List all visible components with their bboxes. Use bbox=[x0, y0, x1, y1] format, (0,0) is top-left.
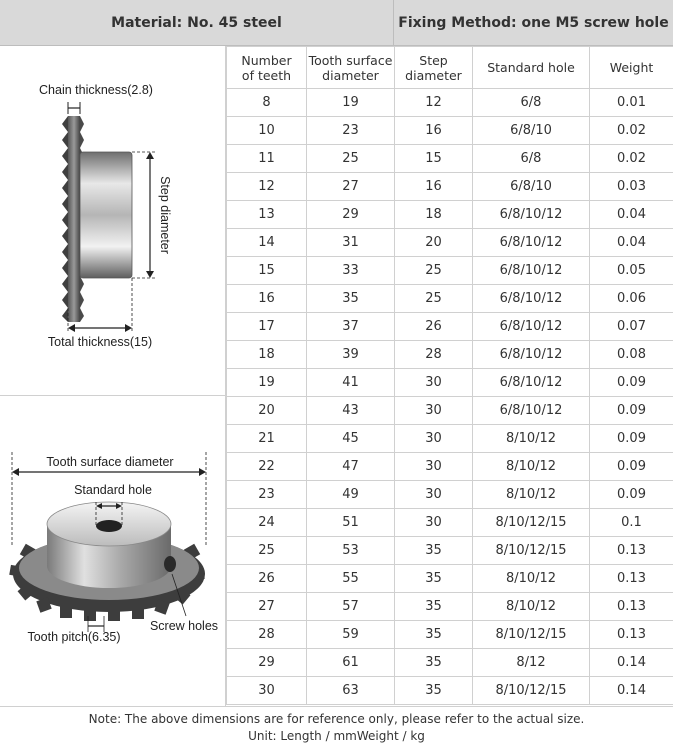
table-cell: 26 bbox=[227, 565, 307, 593]
table-cell: 8/10/12/15 bbox=[473, 509, 590, 537]
table-cell: 22 bbox=[227, 453, 307, 481]
sprocket-spec-table bbox=[226, 46, 673, 705]
total-thickness-label: Total thickness(15) bbox=[47, 335, 153, 349]
table-cell: 12 bbox=[227, 173, 307, 201]
table-cell: 55 bbox=[307, 565, 395, 593]
table-cell: 0.02 bbox=[590, 117, 673, 145]
sprocket-side-view-diagram bbox=[0, 46, 226, 396]
table-cell: 0.02 bbox=[590, 145, 673, 173]
table-cell: 0.04 bbox=[590, 229, 673, 257]
table-cell: 0.13 bbox=[590, 565, 673, 593]
table-cell: 14 bbox=[227, 229, 307, 257]
table-row bbox=[227, 453, 673, 481]
table-cell: 35 bbox=[395, 649, 473, 677]
table-cell: 35 bbox=[395, 537, 473, 565]
table-cell: 8/10/12 bbox=[473, 481, 590, 509]
table-cell: 18 bbox=[395, 201, 473, 229]
table-cell: 13 bbox=[227, 201, 307, 229]
table-cell: 16 bbox=[395, 173, 473, 201]
table-row bbox=[227, 425, 673, 453]
table-cell: 59 bbox=[307, 621, 395, 649]
table-cell: 39 bbox=[307, 341, 395, 369]
table-cell: 8/10/12 bbox=[473, 565, 590, 593]
chain-thickness-label: Chain thickness(2.8) bbox=[39, 83, 153, 97]
table-cell: 29 bbox=[227, 649, 307, 677]
table-cell: 45 bbox=[307, 425, 395, 453]
table-cell: 6/8/10/12 bbox=[473, 313, 590, 341]
table-row bbox=[227, 537, 673, 565]
table-header-row bbox=[227, 47, 673, 89]
table-cell: 29 bbox=[307, 201, 395, 229]
table-cell: 6/8/10/12 bbox=[473, 285, 590, 313]
table-cell: 0.14 bbox=[590, 649, 673, 677]
table-cell: 30 bbox=[395, 397, 473, 425]
column-header-tooth-surface-diameter: Tooth surface diameter bbox=[307, 47, 395, 89]
table-cell: 17 bbox=[227, 313, 307, 341]
footer-note-text: Note: The above dimensions are for reference only, please refer to the actual size. bbox=[88, 712, 585, 726]
table-cell: 49 bbox=[307, 481, 395, 509]
table-cell: 20 bbox=[395, 229, 473, 257]
standard-hole-opening bbox=[96, 520, 122, 532]
table-cell: 19 bbox=[227, 369, 307, 397]
fixing-method-label: Fixing Method: one M5 screw hole bbox=[398, 14, 669, 31]
step-diameter-label: Step diameter bbox=[158, 176, 172, 254]
table-cell: 0.13 bbox=[590, 621, 673, 649]
material-label: Material: No. 45 steel bbox=[0, 0, 394, 45]
table-cell: 27 bbox=[307, 173, 395, 201]
column-header-standard-hole: Standard hole bbox=[473, 47, 590, 89]
table-row bbox=[227, 145, 673, 173]
table-cell: 51 bbox=[307, 509, 395, 537]
table-cell: 0.09 bbox=[590, 369, 673, 397]
table-cell: 25 bbox=[227, 537, 307, 565]
column-header-teeth: Number of teeth bbox=[227, 47, 307, 89]
table-cell: 25 bbox=[395, 285, 473, 313]
table-cell: 53 bbox=[307, 537, 395, 565]
table-cell: 31 bbox=[307, 229, 395, 257]
tooth-pitch-label: Tooth pitch(6.35) bbox=[27, 630, 121, 644]
table-cell: 8/10/12 bbox=[473, 593, 590, 621]
table-cell: 37 bbox=[307, 313, 395, 341]
table-cell: 0.09 bbox=[590, 397, 673, 425]
table-header-bar bbox=[0, 0, 673, 46]
table-cell: 35 bbox=[395, 593, 473, 621]
table-row bbox=[227, 229, 673, 257]
screw-hole bbox=[164, 556, 176, 572]
table-cell: 6/8/10/12 bbox=[473, 257, 590, 285]
footer-note bbox=[0, 706, 673, 746]
table-cell: 0.05 bbox=[590, 257, 673, 285]
table-cell: 15 bbox=[227, 257, 307, 285]
table-cell: 35 bbox=[395, 621, 473, 649]
table-cell: 24 bbox=[227, 509, 307, 537]
table-cell: 0.04 bbox=[590, 201, 673, 229]
table-row bbox=[227, 565, 673, 593]
table-cell: 8 bbox=[227, 89, 307, 117]
table-cell: 57 bbox=[307, 593, 395, 621]
table-cell: 0.09 bbox=[590, 481, 673, 509]
side-view-panel bbox=[0, 46, 226, 396]
column-header-weight: Weight bbox=[590, 47, 673, 89]
table-cell: 16 bbox=[395, 117, 473, 145]
table-cell: 18 bbox=[227, 341, 307, 369]
table-row bbox=[227, 341, 673, 369]
table-row bbox=[227, 257, 673, 285]
table-cell: 8/10/12/15 bbox=[473, 537, 590, 565]
table-cell: 0.14 bbox=[590, 677, 673, 705]
table-cell: 30 bbox=[395, 509, 473, 537]
footer-unit-text: Unit: Length / mmWeight / kg bbox=[248, 729, 425, 743]
front-view-panel bbox=[0, 396, 226, 706]
table-row bbox=[227, 509, 673, 537]
sprocket-front-view-diagram bbox=[0, 396, 226, 706]
table-row bbox=[227, 649, 673, 677]
table-cell: 8/10/12/15 bbox=[473, 677, 590, 705]
table-row bbox=[227, 313, 673, 341]
table-cell: 0.06 bbox=[590, 285, 673, 313]
table-cell: 0.13 bbox=[590, 593, 673, 621]
table-row bbox=[227, 201, 673, 229]
table-cell: 6/8/10/12 bbox=[473, 229, 590, 257]
table-cell: 27 bbox=[227, 593, 307, 621]
table-body bbox=[227, 89, 673, 705]
table-cell: 26 bbox=[395, 313, 473, 341]
table-cell: 43 bbox=[307, 397, 395, 425]
table-cell: 6/8/10/12 bbox=[473, 369, 590, 397]
table-cell: 8/10/12 bbox=[473, 453, 590, 481]
table-cell: 30 bbox=[395, 369, 473, 397]
table-cell: 8/10/12/15 bbox=[473, 621, 590, 649]
table-row bbox=[227, 117, 673, 145]
table-cell: 30 bbox=[395, 453, 473, 481]
table-cell: 8/10/12 bbox=[473, 425, 590, 453]
screw-holes-label: Screw holes bbox=[149, 619, 219, 633]
table-cell: 19 bbox=[307, 89, 395, 117]
table-row bbox=[227, 593, 673, 621]
table-cell: 61 bbox=[307, 649, 395, 677]
sprocket-hub bbox=[80, 152, 132, 278]
table-cell: 0.13 bbox=[590, 537, 673, 565]
table-cell: 6/8/10/12 bbox=[473, 201, 590, 229]
table-cell: 25 bbox=[395, 257, 473, 285]
table-row bbox=[227, 285, 673, 313]
table-cell: 6/8/10/12 bbox=[473, 341, 590, 369]
table-cell: 0.01 bbox=[590, 89, 673, 117]
table-row bbox=[227, 621, 673, 649]
table-cell: 12 bbox=[395, 89, 473, 117]
table-row bbox=[227, 677, 673, 705]
table-cell: 0.03 bbox=[590, 173, 673, 201]
table-cell: 0.08 bbox=[590, 341, 673, 369]
table-row bbox=[227, 173, 673, 201]
table-cell: 25 bbox=[307, 145, 395, 173]
table-cell: 30 bbox=[395, 481, 473, 509]
table-cell: 0.09 bbox=[590, 453, 673, 481]
table-cell: 10 bbox=[227, 117, 307, 145]
table-cell: 8/12 bbox=[473, 649, 590, 677]
table-cell: 15 bbox=[395, 145, 473, 173]
table-cell: 21 bbox=[227, 425, 307, 453]
table-cell: 28 bbox=[395, 341, 473, 369]
table-cell: 35 bbox=[395, 677, 473, 705]
table-cell: 35 bbox=[307, 285, 395, 313]
column-header-step-diameter: Step diameter bbox=[395, 47, 473, 89]
table-cell: 33 bbox=[307, 257, 395, 285]
table-cell: 23 bbox=[307, 117, 395, 145]
table-cell: 35 bbox=[395, 565, 473, 593]
table-row bbox=[227, 369, 673, 397]
table-cell: 20 bbox=[227, 397, 307, 425]
table-cell: 16 bbox=[227, 285, 307, 313]
table-cell: 30 bbox=[395, 425, 473, 453]
table-cell: 6/8 bbox=[473, 145, 590, 173]
table-cell: 6/8/10 bbox=[473, 117, 590, 145]
table-cell: 28 bbox=[227, 621, 307, 649]
table-cell: 0.07 bbox=[590, 313, 673, 341]
table-cell: 0.09 bbox=[590, 425, 673, 453]
table-row bbox=[227, 89, 673, 117]
table-cell: 41 bbox=[307, 369, 395, 397]
table-cell: 63 bbox=[307, 677, 395, 705]
table-cell: 30 bbox=[227, 677, 307, 705]
table-cell: 47 bbox=[307, 453, 395, 481]
standard-hole-label: Standard hole bbox=[74, 483, 152, 497]
table-row bbox=[227, 397, 673, 425]
table-cell: 6/8 bbox=[473, 89, 590, 117]
table-row bbox=[227, 481, 673, 509]
table-cell: 6/8/10 bbox=[473, 173, 590, 201]
tooth-surface-diameter-label: Tooth surface diameter bbox=[46, 455, 174, 469]
table-cell: 23 bbox=[227, 481, 307, 509]
table-cell: 11 bbox=[227, 145, 307, 173]
table-cell: 0.1 bbox=[590, 509, 673, 537]
table-cell: 6/8/10/12 bbox=[473, 397, 590, 425]
